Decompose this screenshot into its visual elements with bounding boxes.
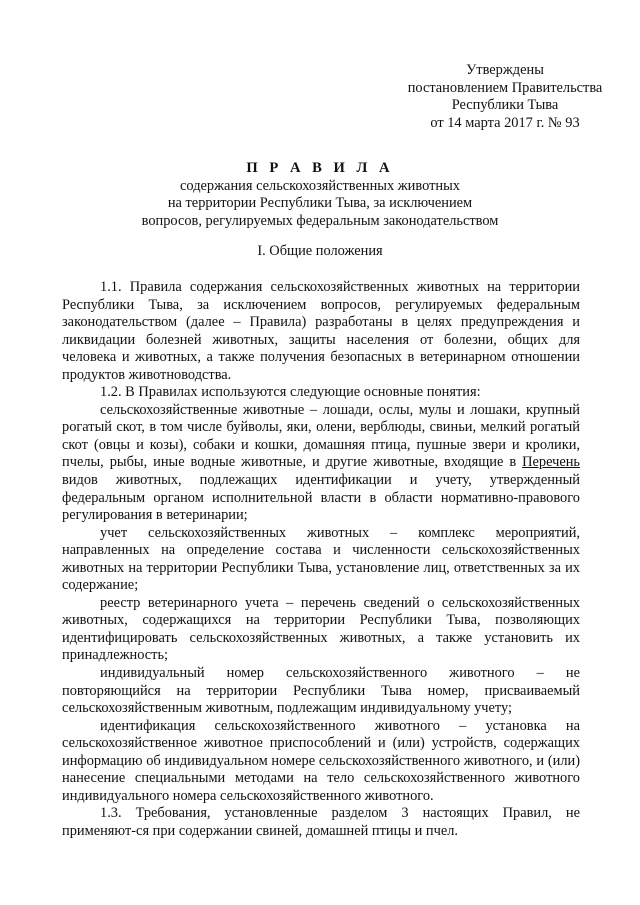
paragraph-1-3: 1.3. Требования, установленные разделом 3 настоящих Правил, не применяют-ся при содержании свиней, домашней птицы и пчел. bbox=[62, 805, 580, 839]
approval-line-4: от 14 марта 2017 г. № 93 bbox=[430, 114, 580, 131]
perechen-link[interactable]: Перечень bbox=[522, 454, 580, 471]
document-title-block bbox=[60, 160, 580, 230]
document-subtitle-line-1: содержания сельскохозяйственных животных bbox=[180, 177, 460, 194]
paragraph-1-1: 1.1. Правила содержания сельскохозяйственных животных на территории Республики Тыва, за исключением вопросов, регулируемых федеральным законодательством (далее – Правила) разработаны в целях предупреждения и ликвидации болезней животных, защиты населения от болезни, общих для человека и животных, а также получения безопасных в ветеринарном отношении продуктов животноводства. bbox=[62, 279, 580, 383]
definition-livestock bbox=[62, 402, 580, 525]
approval-line-3: Республики Тыва bbox=[451, 97, 559, 113]
document-subtitle-line-3: вопросов, регулируемых федеральным законодательством bbox=[141, 212, 499, 229]
approval-line-2: постановлением Правительства bbox=[407, 79, 603, 96]
document-subtitle-line-2: на территории Республики Тыва, за исключением bbox=[167, 195, 473, 211]
definition-livestock-text-b: видов животных, подлежащих идентификации и учету, утвержденный федеральным органом исполнительной власти в области нормативно-правового регулирования в ветеринарии; bbox=[62, 472, 580, 524]
document-title: П Р А В И Л А bbox=[246, 160, 394, 176]
definition-identification: идентификация сельскохозяйственного животного – установка на сельскохозяйственное животное приспособлений и (или) устройств, содержащих информацию об индивидуальном номере сельскохозяйственного животного, и (или) нанесение специальными методами на тело сельскохозяйственного животного индивидуального номера сельскохозяйственного животного. bbox=[62, 717, 580, 804]
definition-registry: реестр ветеринарного учета – перечень сведений о сельскохозяйственных животных, содержащихся на территории Республики Тыва, позволяющих идентифицировать сельскохозяйственных животных, а также установить их принадлежность; bbox=[62, 594, 580, 664]
section-heading: I. Общие положения bbox=[257, 243, 383, 259]
definition-accounting: учет сельскохозяйственных животных – комплекс мероприятий, направленных на определение состава и численности сельскохозяйственных животных на территории Республики Тыва, установление лиц, ответственных за их содержание; bbox=[62, 524, 580, 594]
definition-livestock-text-a: сельскохозяйственные животные – лошади, ослы, мулы и лошаки, крупный рогатый скот, в том числе буйволы, яки, олени, верблюды, свиньи, мелкий рогатый скот (овцы и козы), собаки и кошки, домашняя птица, пушные звери и кролики, пчелы, рыбы, иные водные животные, и другие животные, входящие в bbox=[62, 401, 580, 471]
paragraph-1-2: 1.2. В Правилах используются следующие основные понятия: bbox=[100, 384, 481, 401]
approval-line-1: Утверждены bbox=[466, 62, 544, 78]
definition-individual-number: индивидуальный номер сельскохозяйственного животного – не повторяющийся на территории Республики Тыва номер, присваиваемый сельскохозяйственным животным, подлежащим индивидуальному учету; bbox=[62, 665, 580, 717]
document-body bbox=[62, 279, 580, 841]
approval-stamp-block bbox=[400, 62, 610, 132]
